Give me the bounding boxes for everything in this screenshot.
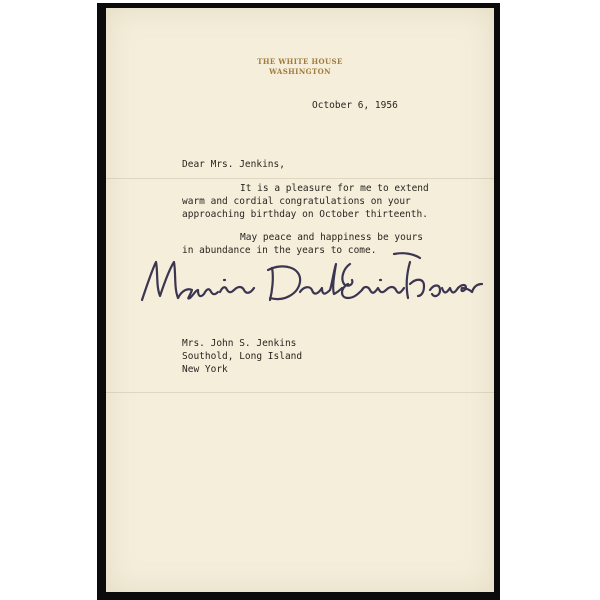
body-line: It is a pleasure for me to extend (240, 183, 429, 194)
fold-line (106, 392, 494, 393)
salutation: Dear Mrs. Jenkins, (182, 159, 285, 170)
letterhead-line-1: THE WHITE HOUSE (257, 57, 343, 66)
handwritten-signature (134, 248, 484, 318)
letter-date: October 6, 1956 (312, 100, 398, 111)
recipient-line: Mrs. John S. Jenkins (182, 338, 297, 349)
recipient-line: New York (182, 364, 228, 375)
letter-page (106, 8, 494, 592)
letterhead (106, 57, 494, 77)
recipient-line: Southold, Long Island (182, 351, 303, 362)
body-line: approaching birthday on October thirteenth. (182, 209, 428, 220)
fold-line (106, 178, 494, 179)
body-line: May peace and happiness be yours (240, 232, 424, 243)
letterhead-line-2: WASHINGTON (269, 67, 331, 76)
body-line: warm and cordial congratulations on your (182, 196, 411, 207)
body-line: in abundance in the years to come. (182, 245, 377, 256)
